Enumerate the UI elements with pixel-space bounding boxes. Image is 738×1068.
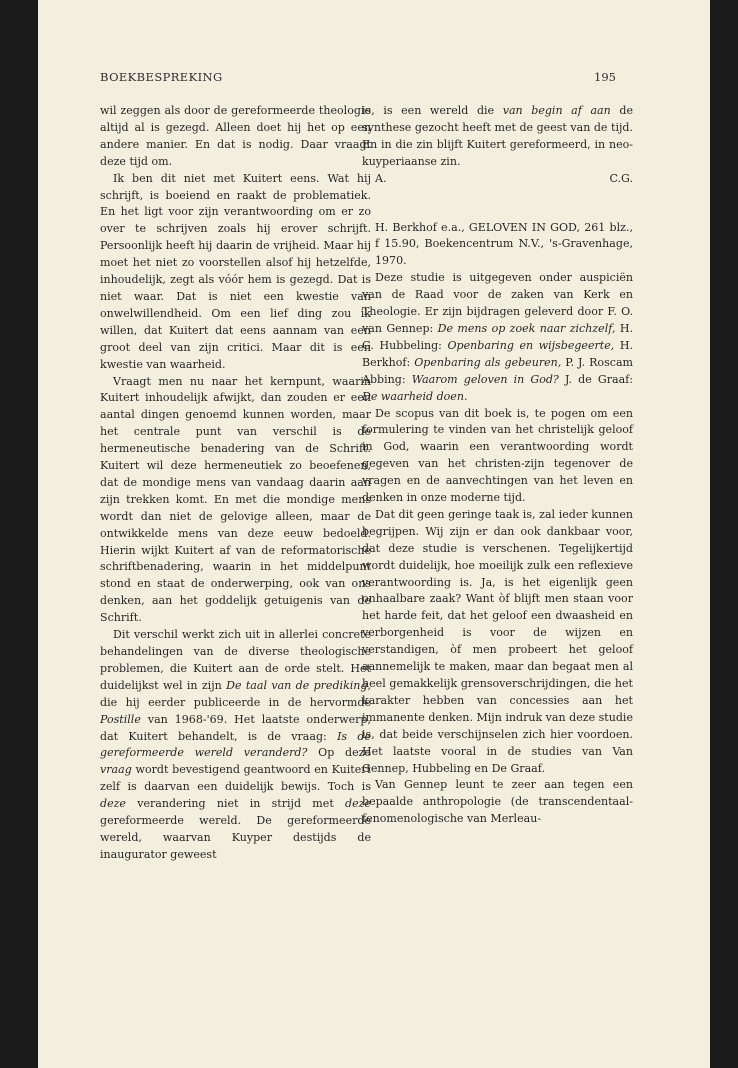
paragraph: Vraagt men nu naar het kernpunt, waarin Kuitert inhoudelijk afwijkt, dan zouden er een aantal dingen genoemd kunnen worden, maar het centrale punt van verschil is de hermeneutische benadering van de Schrift. Kuitert wil deze hermeneutiek zo beoefenen, dat de mondige mens van vandaag daarin aan zijn trekken komt. En met die mondige mens wordt dan niet de gelovige alleen, maar de ontwikkelde mens van deze eeuw bedoeld. Hierin wijkt Kuitert af van de reformatorische schriftbenadering, waarin in het middelpunt stond en staat de onderwerping, ook van ons denken, aan het goddelijk getuigenis van de Schrift. xyxy=(100,374,371,625)
book-page xyxy=(38,0,710,1068)
running-title: BOEKBESPREKING xyxy=(100,70,223,84)
text-run: J. de Graaf: xyxy=(558,372,633,386)
italic-title: De taal van de prediking, xyxy=(226,678,371,692)
text-run: verandering niet in strijd met xyxy=(125,797,346,811)
italic-word: deze xyxy=(345,797,371,811)
paragraph xyxy=(100,627,371,864)
text-run: P. J. Roscam Abbing: xyxy=(362,355,634,386)
text-run: die hij eerder publiceerde in de hervormde xyxy=(100,695,371,709)
italic-word: deze xyxy=(100,797,126,811)
italic-title: De waarheid doen. xyxy=(362,389,468,403)
signature-line xyxy=(362,171,633,188)
italic-title: Openbaring als gebeuren, xyxy=(414,355,562,369)
italic-title: Waarom geloven in God? xyxy=(411,372,559,386)
signature-left: A. xyxy=(375,171,387,185)
italic-phrase: van begin af aan xyxy=(502,104,611,117)
text-run: Dit verschil werkt zich uit in allerlei concrete behandelingen van de diverse theologische problemen, die Kuitert aan de orde stelt. Het duidelijkst wel in zijn xyxy=(100,628,371,692)
text-run: Op deze xyxy=(307,746,371,760)
paragraph xyxy=(362,103,633,171)
text-run: wordt bevestigend geantwoord en Kuitert zelf is daarvan een duidelijk bewijs. Toch is xyxy=(100,763,371,794)
left-column xyxy=(100,103,371,864)
text-run: Deze studie is uitgegeven onder auspiciën van de Raad voor de zaken van Kerk en Theologie. Er zijn bijdragen geleverd door F. O. van Gennep: xyxy=(362,271,633,335)
paragraph: wil zeggen als door de gereformeerde theologie altijd al is gezegd. Alleen doet hij het op een andere manier. En dat is nodig. Daar vraagt deze tijd om. xyxy=(100,104,371,168)
italic-title: De mens op zoek naar zichzelf, xyxy=(437,321,616,335)
italic-title: Openbaring en wijsbegeerte, xyxy=(447,338,615,352)
paragraph: Ik ben dit niet met Kuitert eens. Wat hij schrijft, is boeiend en raakt de problematiek. En het ligt voor zijn verantwoording om er zo over te schrijven zoals hij erover schrijft. Persoonlijk heeft hij daarin de vrijheid. Maar hij moet het niet zo voorstellen alsof hij hetzelfde, inhoudelijk, zegt als vóór hem is gezegd. Dat is niet waar. Dat is niet een kwestie van onwelwillendheid. Om een lief ding zou ik willen, dat Kuitert dat eens aannam van een groot deel van zijn critici. Maar dit is een kwestie van waarheid. xyxy=(100,171,371,371)
italic-title: Is de gereformeerde wereld veranderd? xyxy=(100,729,372,760)
paragraph xyxy=(362,270,633,405)
paragraph: Van Gennep leunt te zeer aan tegen een bepaalde anthropologie (de transcendentaal-fenomenologische van Merleau- xyxy=(362,778,633,826)
paragraph: Dat dit geen geringe taak is, zal ieder kunnen begrijpen. Wij zijn er dan ook dankbaar voor, dat deze studie is verschenen. Tegelijkertijd wordt duidelijk, hoe moeilijk zulk een reflexieve verantwoording is. Ja, is het eigenlijk geen onhaalbare zaak? Want òf blijft men staan voor het harde feit, dat het geloof een dwaasheid en verborgenheid is voor de wijzen en verstandigen, òf men probeert het geloof aannemelijk te maken, maar dan begaat men al heel gemakkelijk grensoverschrijdingen, die het karakter hebben van concessies aan het immanente denken. Mijn indruk van deze studie is, dat beide verschijnselen zich hier voordoen. Het laatste vooral in de studies van Van Gennep, Hubbeling en De Graaf. xyxy=(362,507,633,775)
text-run: gereformeerde wereld. De gereformeerde wereld, waarvan Kuyper destijds de inaugurator geweest xyxy=(100,814,371,861)
paragraph: De scopus van dit boek is, te pogen om een formulering te vinden van het christelijk geloof in God, waarin een verantwoording wordt gegeven van het christen-zijn tegenover de vragen en de aanvechtingen van het leven en denken in onze moderne tijd. xyxy=(362,406,633,505)
text-run: H. Berkhof: xyxy=(362,338,633,369)
review-heading: H. Berkhof e.a., GELOVEN IN GOD, 261 blz., f 15.90, Boekencentrum N.V., 's-Gravenhage, 1970. xyxy=(375,220,633,268)
text-run: is, is een wereld die xyxy=(362,104,503,117)
right-column xyxy=(362,103,633,828)
italic-word: vraag xyxy=(100,763,132,777)
text-run: van 1968-'69. Het laatste onderwerp, dat Kuitert behandelt, is de vraag: xyxy=(100,712,371,743)
italic-title: Postille xyxy=(100,712,141,726)
text-run: de synthese gezocht heeft met de geest van de tijd. En in die zin blijft Kuitert gereformeerd, in neo-kuyperiaanse zin. xyxy=(362,104,633,168)
text-run: H. G. Hubbeling: xyxy=(362,321,633,352)
signature-right: C.G. xyxy=(609,171,633,185)
page-number: 195 xyxy=(594,70,616,84)
